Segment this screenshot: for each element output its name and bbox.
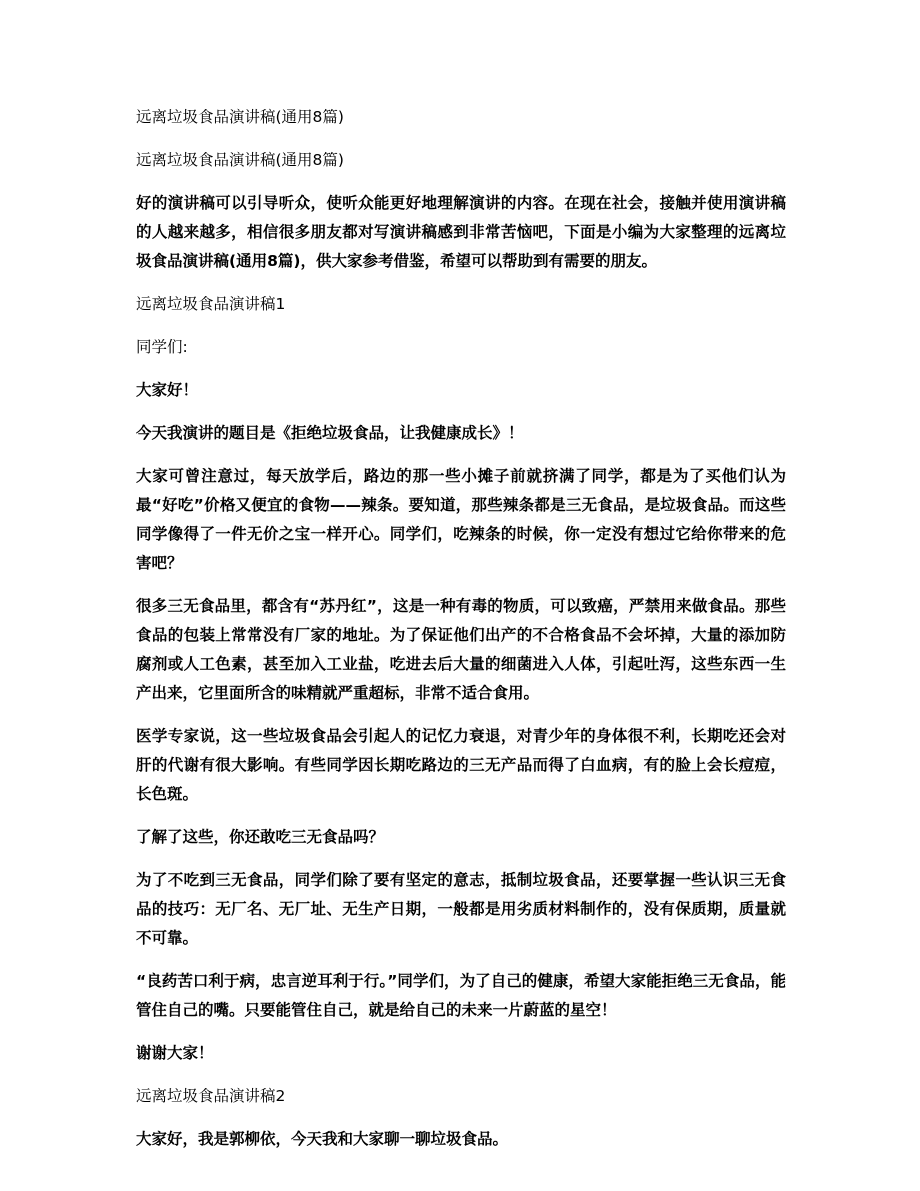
- document-title: 远离垃圾食品演讲稿(通用8篇): [136, 108, 344, 126]
- greeting: 大家好！: [136, 381, 199, 399]
- section-heading-2: 远离垃圾食品演讲稿2: [136, 1087, 286, 1105]
- body-paragraph: 很多三无食品里，都含有“苏丹红”，这是一种有毒的物质，可以致癌，严禁用来做食品。那些食品的包装上常常没有厂家的地址。为了保证他们出产的不合格食品不会坏掉，大量的添加防腐剂或人工色素，甚至加入工业盐，吃进去后大量的细菌进入人体，引起吐泻，这些东西一生产出来，它里面所含的味精就严重超标，非常不适合食用。: [136, 597, 786, 702]
- salutation: 同学们:: [136, 338, 188, 356]
- body-paragraph: 了解了这些，你还敢吃三无食品吗？: [136, 828, 385, 846]
- document-subtitle: 远离垃圾食品演讲稿(通用8篇): [136, 151, 344, 169]
- speech-topic: 今天我演讲的题目是《拒绝垃圾食品，让我健康成长》！: [136, 424, 524, 442]
- body-paragraph: 医学专家说，这一些垃圾食品会引起人的记忆力衰退，对青少年的身体很不利，长期吃还会对肝的代谢有很大影响。有些同学因长期吃路边的三无产品而得了白血病，有的脸上会长痘痘，长色斑。: [136, 727, 786, 803]
- closing-thanks: 谢谢大家！: [136, 1044, 214, 1062]
- body-paragraph: 为了不吃到三无食品，同学们除了要有坚定的意志，抵制垃圾食品，还要掌握一些认识三无食品的技巧：无厂名、无厂址、无生产日期，一般都是用劣质材料制作的，没有保质期，质量就不可靠。: [136, 871, 786, 947]
- section-heading-1: 远离垃圾食品演讲稿1: [136, 295, 286, 313]
- body-paragraph: 大家好，我是郭柳依，今天我和大家聊一聊垃圾食品。: [136, 1130, 509, 1148]
- body-paragraph: “良药苦口利于病，忠言逆耳利于行。”同学们，为了自己的健康，希望大家能拒绝三无食品，能管住自己的嘴。只要能管住自己，就是给自己的未来一片蔚蓝的星空！: [136, 972, 786, 1019]
- body-paragraph: 大家可曾注意过，每天放学后，路边的那一些小摊子前就挤满了同学，都是为了买他们认为最“好吃”价格又便宜的食物——辣条。要知道，那些辣条都是三无食品，是垃圾食品。而这些同学像得了一件无价之宝一样开心。同学们，吃辣条的时候，你一定没有想过它给你带来的危害吧？: [136, 467, 786, 572]
- document-page: [136, 103, 786, 1168]
- intro-paragraph: 好的演讲稿可以引导听众，使听众能更好地理解演讲的内容。在现在社会，接触并使用演讲稿的人越来越多，相信很多朋友都对写演讲稿感到非常苦恼吧，下面是小编为大家整理的远离垃圾食品演讲稿(通用8篇)，供大家参考借鉴，希望可以帮助到有需要的朋友。: [136, 194, 786, 270]
